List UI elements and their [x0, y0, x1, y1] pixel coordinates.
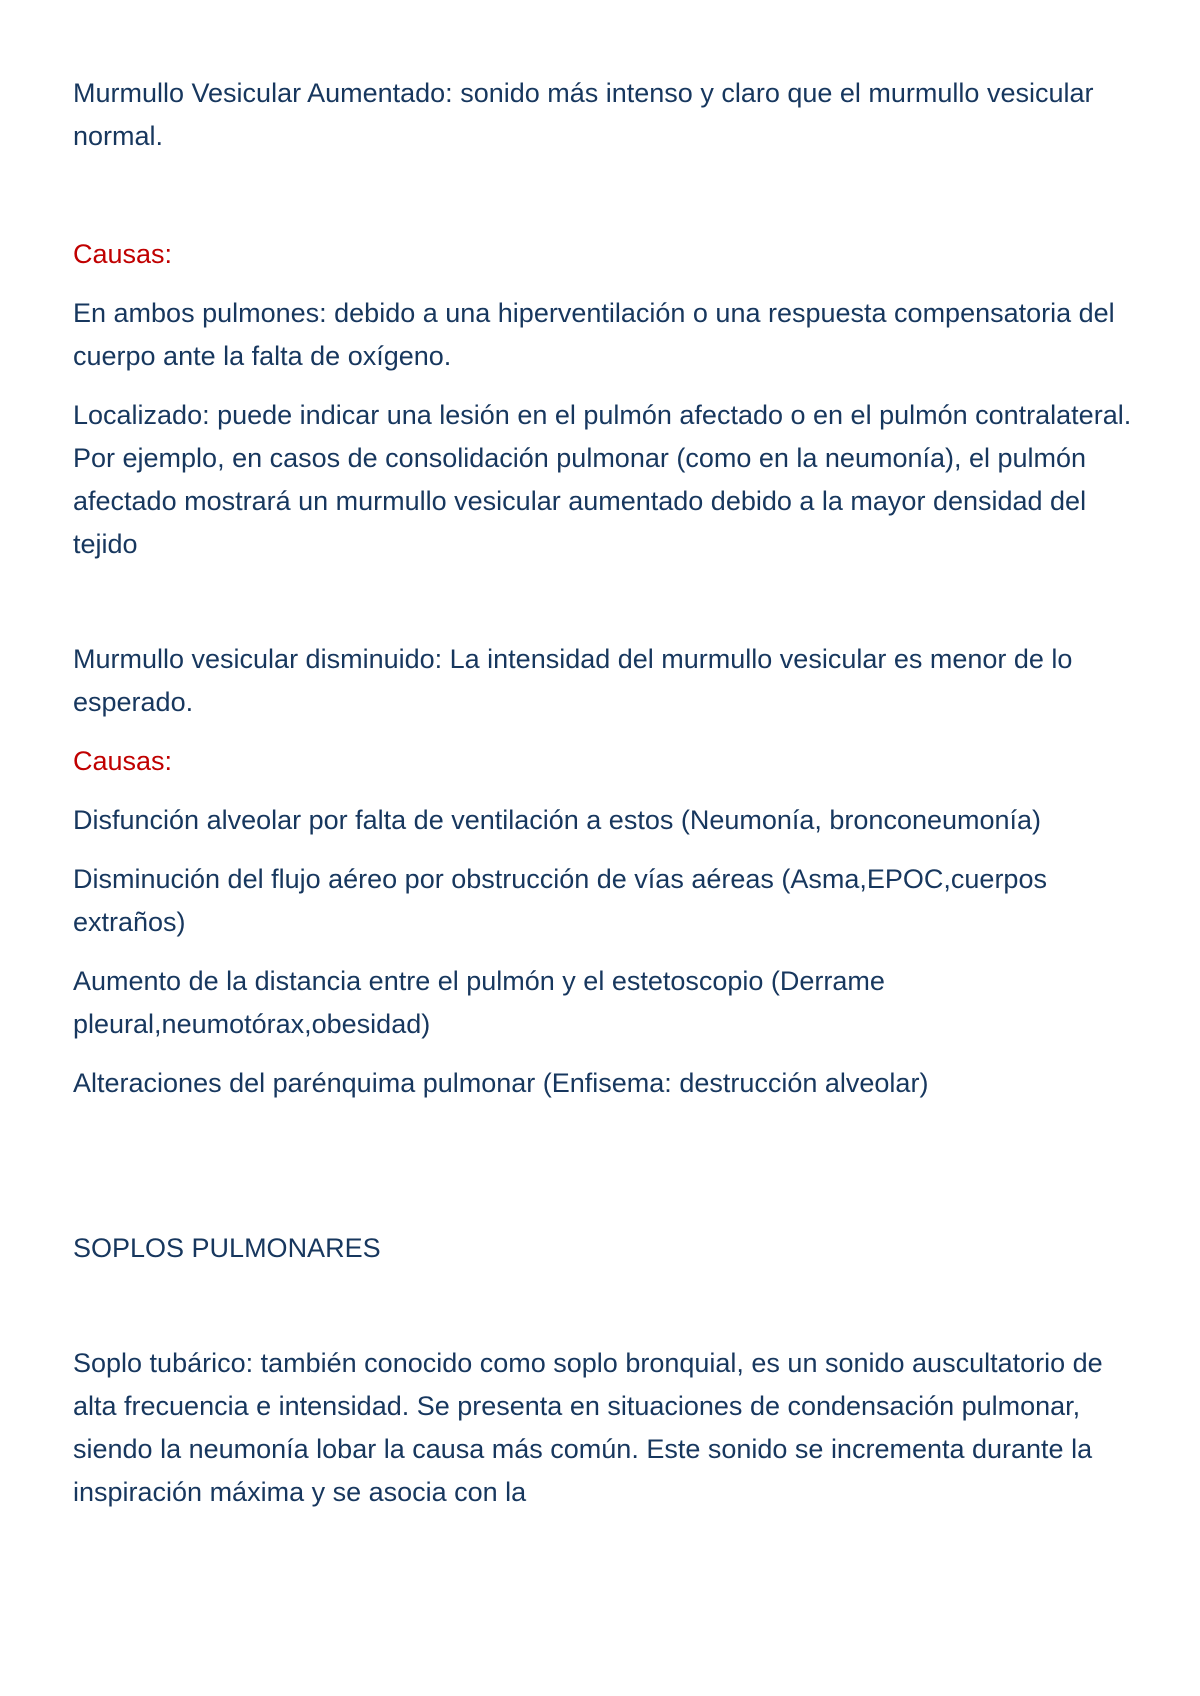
cause-localized: Localizado: puede indicar una lesión en el pulmón afectado o en el pulmón contralateral. Por ejemplo, en casos de consolidación pulmonar (como en la neumonía), el pulmón afectado mostrará un murmullo vesicular aumentado debido a la mayor densidad del tejido: [73, 400, 1132, 559]
document-content: [73, 72, 1143, 1514]
causes-label: Causas:: [73, 746, 173, 776]
causes-label: Causas:: [73, 239, 173, 269]
cause-both-lungs: En ambos pulmones: debido a una hiperventilación o una respuesta compensatoria del cuerpo ante la falta de oxígeno.: [73, 298, 1115, 371]
section-title: SOPLOS PULMONARES: [73, 1233, 381, 1263]
decreased-cause-item: Aumento de la distancia entre el pulmón y el estetoscopio (Derrame pleural,neumotórax,obesidad): [73, 966, 885, 1039]
decreased-murmur-definition: Murmullo vesicular disminuido: La intensidad del murmullo vesicular es menor de lo esperado.: [73, 644, 1073, 717]
decreased-cause-item: Disminución del flujo aéreo por obstrucción de vías aéreas (Asma,EPOC,cuerpos extraños): [73, 864, 1047, 937]
increased-murmur-definition: Murmullo Vesicular Aumentado: sonido más intenso y claro que el murmullo vesicular normal.: [73, 78, 1094, 151]
decreased-cause-item: Alteraciones del parénquima pulmonar (Enfisema: destrucción alveolar): [73, 1068, 929, 1098]
tubular-murmur-paragraph: Soplo tubárico: también conocido como soplo bronquial, es un sonido auscultatorio de alta frecuencia e intensidad. Se presenta en situaciones de condensación pulmonar, siendo la neumonía lobar la causa más común. Este sonido se incrementa durante la inspiración máxima y se asocia con la: [73, 1348, 1103, 1507]
decreased-cause-item: Disfunción alveolar por falta de ventilación a estos (Neumonía, bronconeumonía): [73, 805, 1042, 835]
